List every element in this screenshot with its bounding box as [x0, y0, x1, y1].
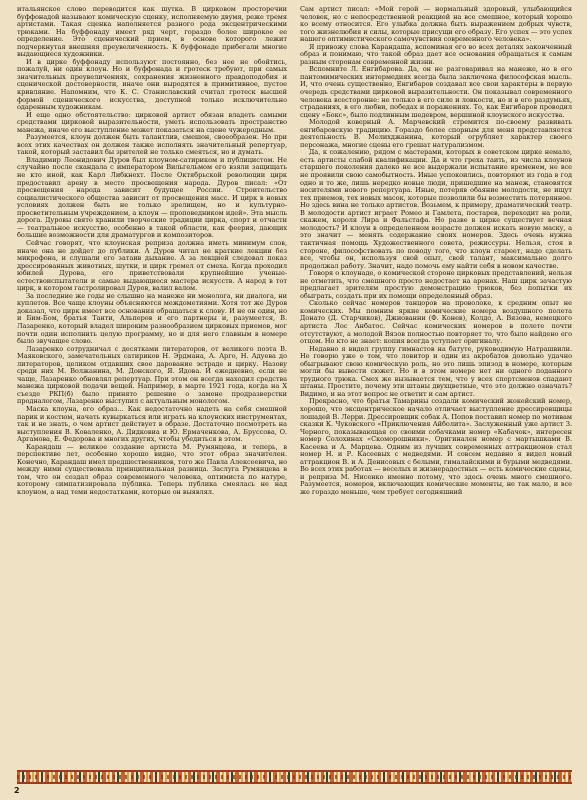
paragraph: Маска клоуна, его образ... Как недостаточно надеть на себя смешной парик и костюм, начать кувыркаться или играть на клоунских инструментах, так и не знать, о чем артист действует в образе. Достаточно посмотреть на выступления В. Коваленко, А. Дидковиа и Ю. Ермаченкова, А. Бруссова, О. Аргамова, Е. Федорова и многих других, чтобы убедиться в этом. [17, 404, 287, 444]
paragraph: Прекрасно, что братья Тамарины создали комический жокейский номер, хорошо, что эксцентрическое начало отличает выступление дрессировщицы лошадей В. Лерри. Дрессировщик собак А. Попов поставил номер по мотивам сказки К. Чуковского «Приключения Айболита». Заслуженный уже артист З. Черного, показывающая со своими собачками номер «Кабачок», интересен номер Солохинах «Скоморошники». Оригинален номер с мартышками В. Касеева и А. Марцева. Одним из лучших современных аттракционов стал номер Н. и Р. Касеевых с медведями. И совсем недавно я видел новый аттракцион В. и А. Денисовых с белыми, гималайскими и бурыми медведями. Во всех этих работах — веселых и жизнерадостных — есть комические сцены, и реприза М. Нисенко именно потому, что здесь очень много смешного. Разумеется, номеров, включающих комические моменты, не так мало, и все же гораздо меньше, чем требует сегодняшний [300, 397, 572, 496]
paragraph: Сам артист писал: «Мой герой — нормальный здоровый, улыбающийся человек, но с непосредственной реакцией на все смешное, который хорошо ко всему относится. Его улыбка должна быть выражением добрых чувств, того жизнелюбия и силы, которые присущи его образу. Его успех — это успех нашего оптимистического самочувствия современного человека». [300, 6, 572, 44]
paragraph: Разумеется, клоун должен быть талантлив, смешон, своеобразен. Но при всех этих качествах он должен также исполнять значительный репертуар, такой, который заставил бы зрителей не только смеяться, но и думать. [17, 133, 287, 157]
paragraph: Я привожу слова Карандаша, вспоминая его во всех деталях законченный образ и понимаю, что такой образ дает все основания обращаться к самым разным сторонам современной жизни. [300, 42, 572, 66]
paragraph: Владимир Леонидович Дуров был клоуном-сатириком и публицистом. Не случайно после скандала с императором Вильгельмом его взяли защищать не кто иной, как Карл Либкнехт. После Октябрьской революции цирк предоставил арену в место просвещения народа. Дуров писал: «От просвещения народа зависит будущее России. Строительство социалистического общества зависит от просвещения масс. И цирк в новых условиях должен быть не только зрелищем, но и культурно-просветительным учреждением, а клоун — проповедником идей». Эта мысль дорога. Дуровы свято хранили творческие традиции цирка, спорт и отчасти — театральное искусство, особенно в такой области, как феерия, дающих большие возможности для драматургов и композиторов. [17, 155, 287, 240]
page-number: 2 [14, 786, 20, 795]
paragraph: За последние же годы не слышно на манеже ни монолога, ни диалога, ни куплетов. Все чаще клоуны объясняются междометиями. Хотя тот же Дуров доказал, что цирк имеет все основания обращаться к слову. И не он один, но и Бим-Бом, братья Танти, Альперов и его партнеры и, разумеется, В. Лазаренко, который владел широким разнообразием цирковых приемов, мог почти один исполнить целую программу, но и для него главным в номере было звучащее слово. [17, 291, 287, 346]
paragraph: И в цирке буффонаду используют постоянно, без нее не обойтись, пожалуй, ни один клоун. Но и буффонада и гротеск требуют, при самых значительных преувеличениях, сохранения жизненного правдоподобия и сценической достоверности, иначе они выродятся в примитивное, пустое кривляние. Напомним, что К. С. Станиславский считал гротеск высшей формой сценического искусства, доступной только исключительно одаренным художникам. [17, 57, 287, 112]
paragraph: Лазаренко сотрудничал с десятками литераторов, от великого поэта В. Маяковского, замечательных сатириков Н. Эрдмана, А. Арго, Н. Адуева до литераторов, целиком отдавших свое дарование эстраде и цирку. Назову среди них М. Волжанина, М. Донского, Я. Ядова. И ежедневно, если не чаще, Лазаренко обновлял репертуар. При этом он всегда находил средства манежа цирковой подачи вещей. Например, в марте 1921 года, когда на X съезде РКП(б) было принято решение о замене продразверстки продналогом, Лазаренко выступил с актуальным монологом. [17, 344, 287, 406]
text-column-right [300, 6, 572, 764]
decorative-ornament-pattern [17, 775, 572, 779]
paragraph: Говоря о клоунаде, о комической стороне цирковых представлений, нельзя не отметить, что смешного просто недостает на аренах. Наш цирк зачастую предлагает зрителям простую демонстрацию трюков, без попытки их обыграть, создать при их помощи определенный образ. [300, 269, 572, 300]
paragraph: И еще одно обстоятельство: цирковой артист обязан владеть самыми средствами цирковой выразительности, уметь использовать пространство манежа, иначе его выступление может показаться на сцене чужеродным. [17, 110, 287, 134]
text-column-left [17, 6, 287, 764]
paragraph: Молодой коверный А. Марчевский стремится по-своему развивать енгибаровскую традицию. Гораздо более спорным для меня представляется деятельность В. Мелихджанина, который огрубляет характер своего персонажа, многие сцены его грешат натурализмом. [300, 118, 572, 149]
paragraph: Карандаш — великое создание артиста М. Румянцева, и теперь, в перспективе лет, особенно хорошо видно, что этот образ значителен. Конечно, Карандаш имел предшественников, того же Павла Алексеевича, но между ними существовала принципиальная разница. Заслуга Румянцева в том, что он создал образ современного человека, оптимиста по натуре, которому симпатизировала публика. Теперь публика смеялась не над клоуном, а над теми недостатками, которые он выявлял. [17, 442, 287, 496]
paragraph: Недавно я видел группу гимнастов на батуте, руководимую Натрашвили. Не говорю уже о том, что ловитор и один из акробатов довольно удачно обыгрывают свою комическую роль, но это лишь эпизод в номере, которым могли бы вывести сюжет. Но и в этом номере нет ни одного поданного трудного трюка. Смех же вызывается тем, что у всех спортсменов спадают штаны. Простите, почему эти штаны двухцветные, что это должно означать? Видимо, и на этот вопрос не ответит и сам артист. [300, 344, 572, 398]
paragraph: Вспомните Л. Енгибарова. Да, он не разговаривал на манеже, но в его пантомимических интермедиях всегда была заключена философская мысль. И, что очень существенно, Енгибаров создавал все свои характеры в первую очередь средствами цирковой выразительности. Он показывал современного человека всесторонне: не только в его силе и ловкости, но и в его раздумьях, страданиях, в его любви, победах и поражениях. То, как Енгибаров проводил сцену «Бокс», было подлинным шедевром, вершиной клоунского искусства. [300, 65, 572, 119]
paragraph: итальянское слово переводится как шутка. В цирковом просторечии буффонадой называют комическую сценку, исполняемую двумя, реже тремя артистами. Такая сценка наполняется разного рода эксцентрическими трюками. На буффонаду имеет ряд черт, гораздо более широкое ее определение. Это сценический прием, в основе которого лежит подчеркнутая внешняя преувеличенность. К буффонаде прибегали многие выдающиеся художники. [17, 6, 287, 59]
paragraph: Сейчас говорят, что клоунская реприза должна иметь минимум слов, иначе она не дойдет до публики. А Дуров читал не краткие лекции без микрофона, и слушали его затаив дыхание. А за лекцией следовал показ дрессированных животных, шутки, и цирк гремел от смеха. Когда проходил юбилей Дурова, его приветствовали крупнейшие ученые-естествоиспытатели и самые выдающиеся мастера искусств. А народ в тот цирк, в котором гастролировал Дуров, валил валом. [17, 238, 287, 293]
paragraph: Да, к сожалению, рядом с мастерами, которых в советском цирке немало, есть артисты слабой квалификации. Да и что греха таить, из числа клоунов старшего поколения далеко не все выдержали испытание временем, не все не проявили свою самобытность. Иные успокоились, повторяют из года в год одно и то же, лишь нередко новые люди, пришедшие на манеж, становятся носителями нового репертуара. Иные, потеряв обаяние молодости, не ищут тех приемов, тех новых масок, которые позволили бы возместить потерянное. Но здесь вина не только артистов. Возьмем, к примеру, драматический театр. В молодости артист играет Ромео и Гамлета, постарев, переходит на роли, скажем, короля Лира и Фальстафа. Но разве в цирке существует вечная молодость? И клоун в определенном возрасте должен искать новую маску, а это значит — менять содержание своих номеров. Здесь очень нужна тактичная помощь Художественного совета, режиссуры. Нельзя, стоя в стороне, философствовать по поводу того, что клоун стареет, надо сделать все, чтобы он, используя свой опыт, свой талант, максимально долго продолжал работу. Значит, надо помочь ему найти себя в новом качестве. [300, 148, 572, 270]
paragraph: Сколько сейчас номеров танцоров на проволоке, к средним опыт не комических. Мы помним яркие комические номера воздушного полета Донато (Д. Старчиков), Джиованни (Ф. Конев), Колдо, А. Вязова, немецкого артиста Лос Анбатос. Сейчас комических номеров в полете почти отсутствуют, а молодой Вязов полностью повторяет то, что было найдено его отцом. Но кто не знает: копия всегда уступает оригиналу. [300, 299, 572, 346]
